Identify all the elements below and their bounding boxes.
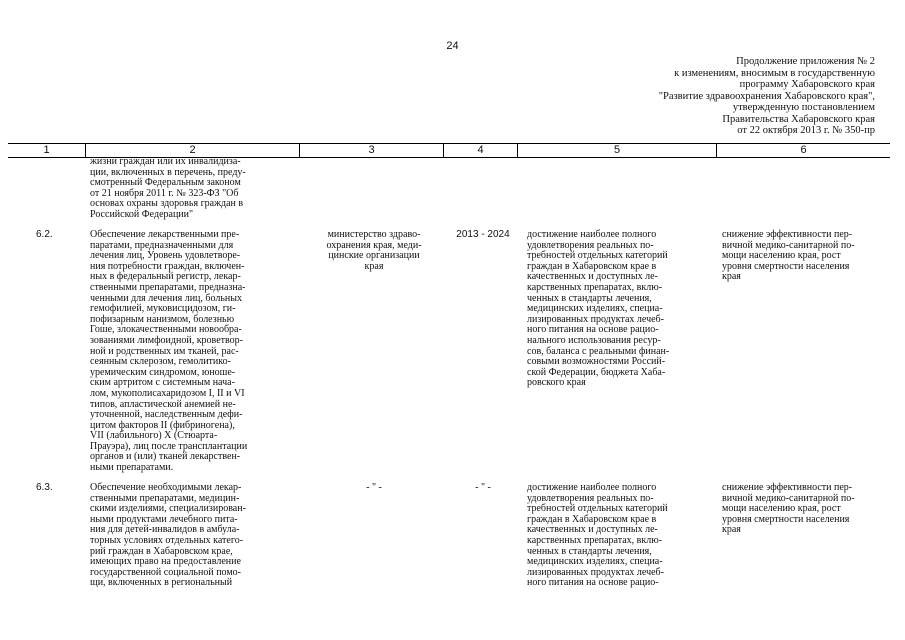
expected-result: достижение наиболее полного удовлетворения реальных по- требностей отдельных категорий граждан в Хабаровском крае в качественных и доступных ле- карственных препаратах, вклю- ченных в стандарты лечения, медицинских изделиях, специа- лизированных продуктах лечеб- ного питания на основе рацио-	[527, 482, 668, 589]
consequences: снижение эффективности пер- вичной медико-санитарной по- мощи населению края, рост уровня смертности населения края	[722, 482, 855, 536]
page-number: 24	[446, 40, 459, 52]
consequences: снижение эффективности пер- вичной медико-санитарной по- мощи населению края, рост уровня смертности населения края	[722, 229, 855, 283]
measure-name: Обеспечение необходимыми лекар- ственными препаратами, медицин- скими изделиями, специализирован- ными продуктами лечебного пита- ния для детей-инвалидов в амбула- торных условиях отдельных катего- рий граждан в Хабаровском крае, имеющих право на предоставление государственной социальной помо- щи, включенных в региональный	[90, 482, 246, 589]
header-line: к изменениям, вносимым в государственную	[674, 67, 875, 79]
executor: министерство здраво- охранения края, меди- цинские организации края	[326, 229, 422, 272]
column-number-1: 1	[43, 144, 50, 156]
row-number: 6.2.	[36, 229, 53, 240]
column-number-5: 5	[517, 144, 716, 157]
column-number-4: 4	[443, 144, 517, 157]
header-line: программу Хабаровского края	[739, 79, 875, 90]
period: 2013 - 2024	[456, 229, 510, 240]
continuation-text: жизни граждан или их инвалидиза- ции, включенных в перечень, преду- смотренный Федеральным законом от 21 ноября 2011 г. № 323-ФЗ "Об основах охраны здоровья граждан в Российской Федерации"	[90, 156, 246, 220]
header-line: Правительства Хабаровского края	[722, 113, 875, 125]
executor: - " -	[366, 482, 382, 493]
appendix-header	[659, 56, 875, 137]
period: - " -	[475, 482, 491, 493]
column-number-6: 6	[716, 144, 890, 157]
header-line: "Развитие здравоохранения Хабаровского края",	[658, 90, 875, 102]
column-number-2: 2	[85, 144, 299, 157]
row-number: 6.3.	[36, 482, 53, 493]
column-number-3: 3	[299, 144, 443, 157]
measure-name: Обеспечение лекарственными пре- паратами, предназначенными для лечения лиц, Уровень удовлетворе- ния потребности граждан, включен- ных в федеральный регистр, лекар- ственными препаратами, предназна- ченными для лечения лиц, больных гемофилией, муковисцидозом, ги- пофизарным нанизмом, болезнью Гоше, злокачественными новообра- зованиями лимфоидной, кроветвор- ной и родственных им тканей, рас- сеянным склерозом, гемолитико- уремическим синдромом, юноше- ским артритом с системным нача- лом, мукополисахаридозом I, II и VI типов, апластической анемией не- уточненной, наследственным дефи- цитом факторов II (фибриногена), VII (лабильного) X (Стюарта- Прауэра), лиц после трансплантации органов и (или) тканей лекарствен- ными препаратами.	[90, 229, 248, 474]
header-line: Продолжение приложения № 2	[736, 56, 875, 67]
header-line: утвержденную постановлением	[732, 102, 875, 113]
expected-result: достижение наиболее полного удовлетворения реальных по- требностей отдельных категорий граждан в Хабаровском крае в качественных и доступных ле- карственных препаратах, вклю- ченных в стандарты лечения, медицинских изделиях, специа- лизированных продуктах лечеб- ного питания на основе рацио- нального использования ресур- сов, баланса с реальными финан- совыми возможностями Россий- ской Федерации, бюджета Хаба- ровского края	[527, 229, 670, 389]
header-line: от 22 октября 2013 г. № 350-пр	[737, 125, 875, 136]
